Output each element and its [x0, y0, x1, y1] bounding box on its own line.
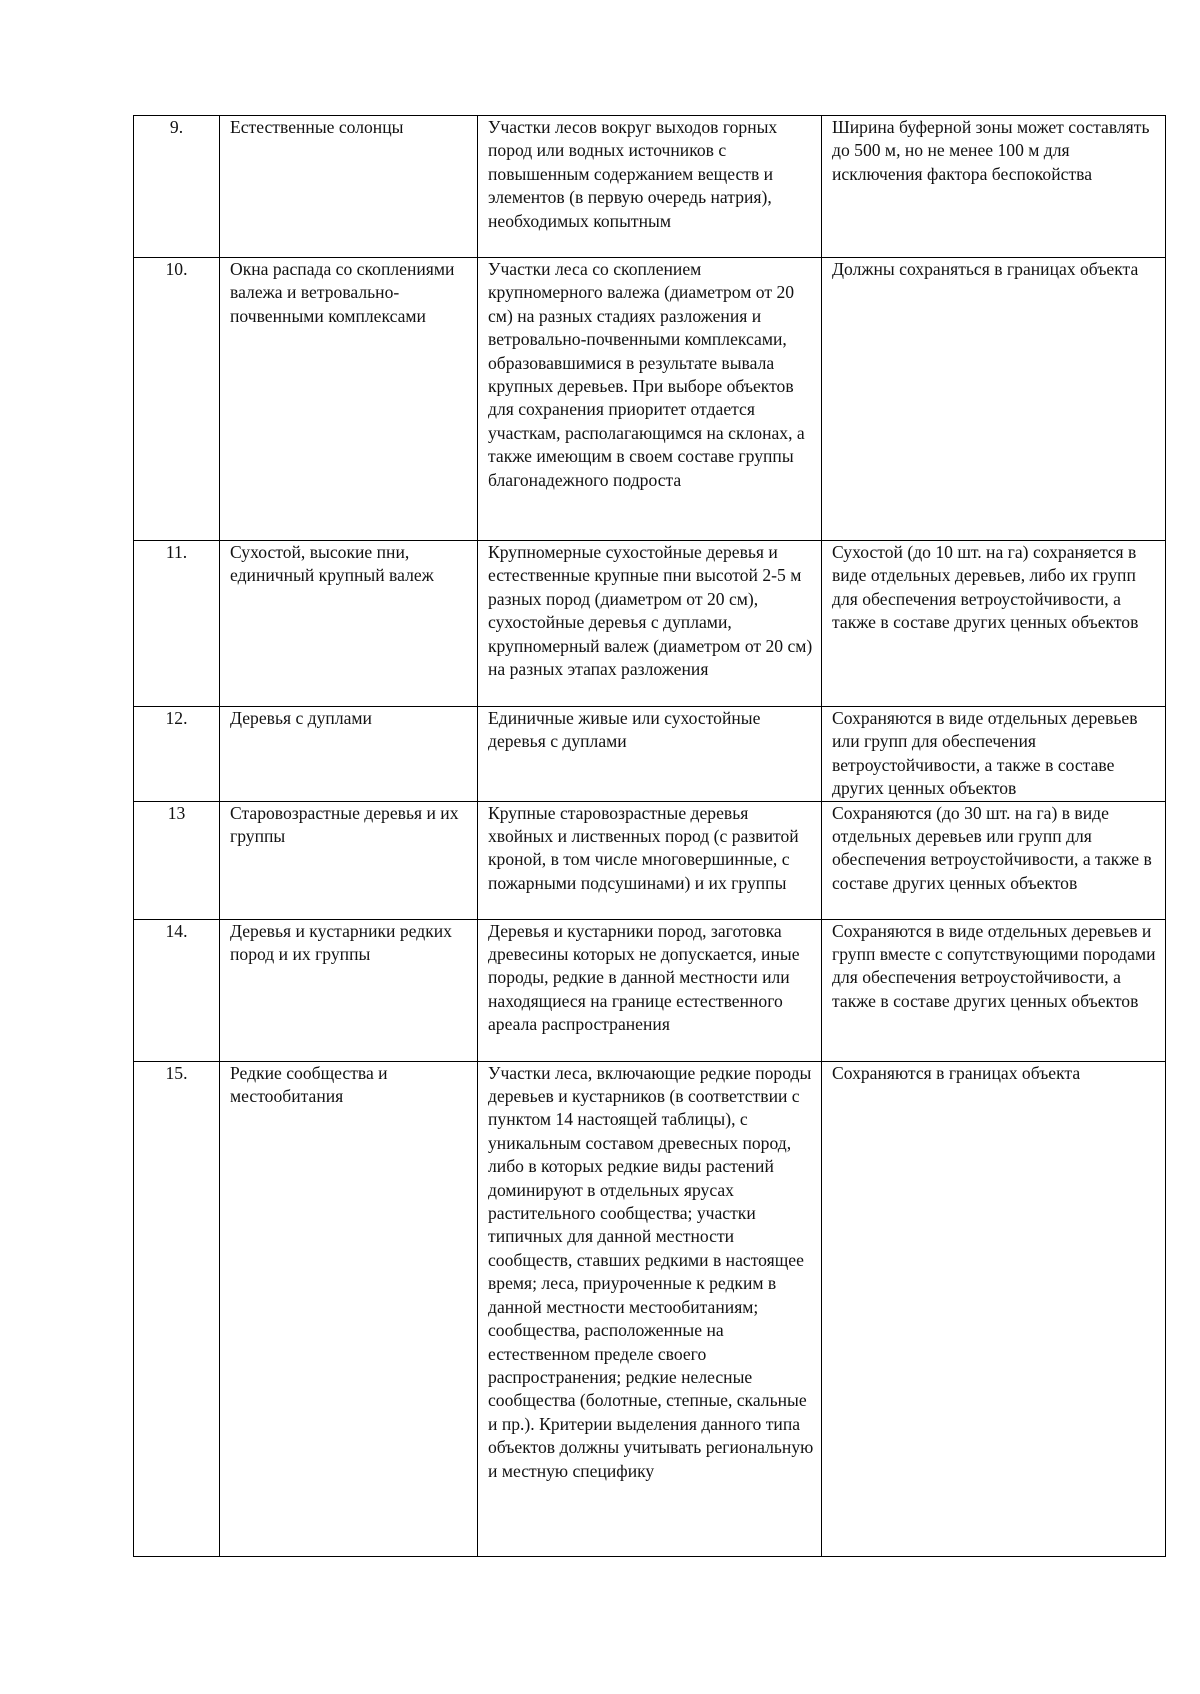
row-number: 14. [134, 919, 220, 1061]
table-row [134, 258, 1166, 541]
object-description: Крупные старовозрастные деревья хвойных и лиственных пород (с развитой кроной, в том числе многовершинные, с пожарными подсушинами) и их группы [478, 801, 822, 919]
object-description: Крупномерные сухостойные деревья и естественные крупные пни высотой 2-5 м разных пород (диаметром от 20 см), сухостойные деревья с дуплами, крупномерный валеж (диаметром от 20 см) на разных этапах разложения [478, 541, 822, 707]
object-description: Участки леса, включающие редкие породы деревьев и кустарников (в соответствии с пунктом 14 настоящей таблицы), с уникальным составом древесных пород, либо в которых редкие виды растений доминируют в отдельных ярусах растительного сообщества; участки типичных для данной местности сообществ, ставших редкими в настоящее время; леса, приуроченные к редким в данной местности местообитаниям; сообщества, расположенные на естественном пределе своего распространения; редкие нелесные сообщества (болотные, степные, скальные и пр.). Критерии выделения данного типа объектов должны учитывать региональную и местную специфику [478, 1061, 822, 1556]
object-name: Старовозрастные деревья и их группы [220, 801, 478, 919]
row-number: 9. [134, 116, 220, 258]
table-row [134, 801, 1166, 919]
table-row [134, 919, 1166, 1061]
object-name: Редкие сообщества и местообитания [220, 1061, 478, 1556]
table-row [134, 541, 1166, 707]
table-row [134, 116, 1166, 258]
valuable-objects-table [133, 115, 1166, 1557]
object-name: Деревья и кустарники редких пород и их группы [220, 919, 478, 1061]
object-description: Участки лесов вокруг выходов горных пород или водных источников с повышенным содержанием веществ и элементов (в первую очередь натрия), необходимых копытным [478, 116, 822, 258]
preservation-requirement: Сохраняются в границах объекта [822, 1061, 1166, 1556]
row-number: 10. [134, 258, 220, 541]
preservation-requirement: Сухостой (до 10 шт. на га) сохраняется в виде отдельных деревьев, либо их групп для обеспечения ветроустойчивости, а также в составе других ценных объектов [822, 541, 1166, 707]
row-number: 12. [134, 707, 220, 802]
preservation-requirement: Сохраняются (до 30 шт. на га) в виде отдельных деревьев или групп для обеспечения ветроустойчивости, а также в составе других ценных объектов [822, 801, 1166, 919]
table-row [134, 1061, 1166, 1556]
object-name: Сухостой, высокие пни, единичный крупный валеж [220, 541, 478, 707]
object-name: Окна распада со скоплениями валежа и ветровально-почвенными комплексами [220, 258, 478, 541]
object-description: Единичные живые или сухостойные деревья с дуплами [478, 707, 822, 802]
preservation-requirement: Сохраняются в виде отдельных деревьев или групп для обеспечения ветроустойчивости, а также в составе других ценных объектов [822, 707, 1166, 802]
row-number: 13 [134, 801, 220, 919]
table-row [134, 707, 1166, 802]
object-name: Деревья с дуплами [220, 707, 478, 802]
preservation-requirement: Сохраняются в виде отдельных деревьев и групп вместе с сопутствующими породами для обеспечения ветроустойчивости, а также в составе других ценных объектов [822, 919, 1166, 1061]
preservation-requirement: Ширина буферной зоны может составлять до 500 м, но не менее 100 м для исключения фактора беспокойства [822, 116, 1166, 258]
row-number: 15. [134, 1061, 220, 1556]
row-number: 11. [134, 541, 220, 707]
preservation-requirement: Должны сохраняться в границах объекта [822, 258, 1166, 541]
object-name: Естественные солонцы [220, 116, 478, 258]
object-description: Деревья и кустарники пород, заготовка древесины которых не допускается, иные породы, редкие в данной местности или находящиеся на границе естественного ареала распространения [478, 919, 822, 1061]
object-description: Участки леса со скоплением крупномерного валежа (диаметром от 20 см) на разных стадиях разложения и ветровально-почвенными комплексами, образовавшимися в результате вывала крупных деревьев. При выборе объектов для сохранения приоритет отдается участкам, располагающимся на склонах, а также имеющим в своем составе группы благонадежного подроста [478, 258, 822, 541]
